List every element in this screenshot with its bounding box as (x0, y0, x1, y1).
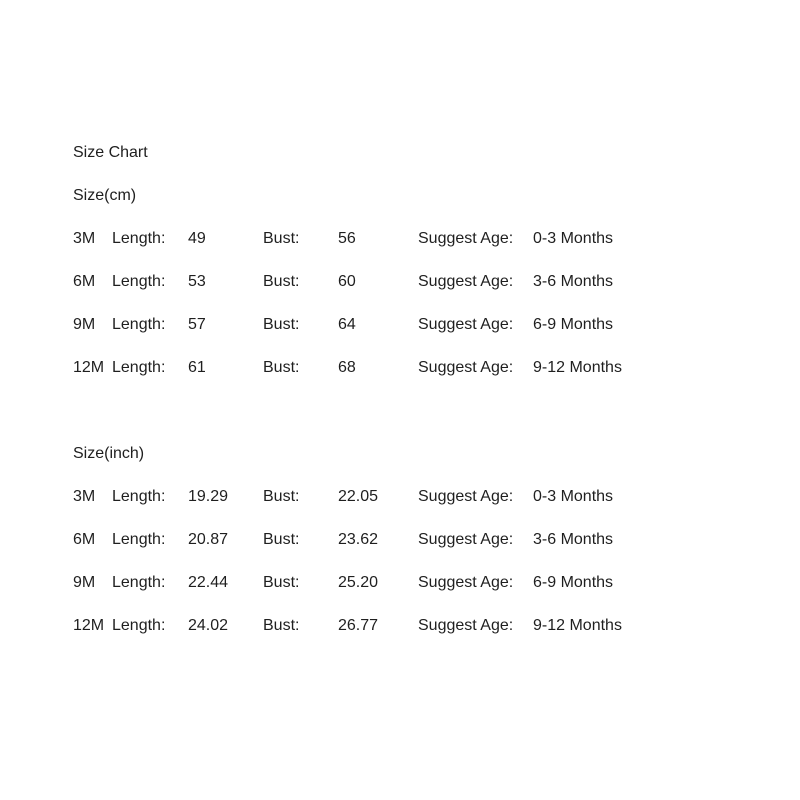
age-value: 9-12 Months (533, 617, 622, 634)
size-cell: 12M (73, 617, 105, 634)
age-value: 3-6 Months (533, 273, 614, 290)
length-label: Length: (112, 574, 166, 591)
length-label: Length: (112, 617, 166, 634)
bust-label: Bust: (263, 230, 300, 247)
length-label: Length: (112, 273, 166, 290)
age-label: Suggest Age: (418, 531, 514, 548)
section-heading-cm: Size(cm) (73, 187, 137, 204)
bust-value: 64 (338, 316, 356, 333)
table-row (73, 518, 780, 561)
size-cell: 9M (73, 574, 96, 591)
bust-label: Bust: (263, 316, 300, 333)
length-value: 22.44 (188, 574, 229, 591)
table-row (73, 604, 780, 647)
page-title: Size Chart (73, 144, 148, 161)
age-value: 3-6 Months (533, 531, 614, 548)
table-row (73, 346, 780, 389)
age-label: Suggest Age: (418, 574, 514, 591)
bust-value: 26.77 (338, 617, 379, 634)
bust-value: 68 (338, 359, 356, 376)
section-gap (73, 389, 780, 432)
bust-value: 60 (338, 273, 356, 290)
bust-label: Bust: (263, 574, 300, 591)
length-label: Length: (112, 316, 166, 333)
age-value: 6-9 Months (533, 574, 614, 591)
size-cell: 6M (73, 531, 96, 548)
length-value: 24.02 (188, 617, 229, 634)
age-label: Suggest Age: (418, 488, 514, 505)
length-label: Length: (112, 531, 166, 548)
length-label: Length: (112, 359, 166, 376)
table-row (73, 475, 780, 518)
age-label: Suggest Age: (418, 273, 514, 290)
length-label: Length: (112, 488, 166, 505)
size-cell: 9M (73, 316, 96, 333)
bust-label: Bust: (263, 531, 300, 548)
length-value: 61 (188, 359, 206, 376)
length-value: 49 (188, 230, 206, 247)
bust-label: Bust: (263, 488, 300, 505)
table-row (73, 303, 780, 346)
table-row (73, 260, 780, 303)
table-row (73, 217, 780, 260)
bust-label: Bust: (263, 359, 300, 376)
age-label: Suggest Age: (418, 316, 514, 333)
age-value: 0-3 Months (533, 230, 614, 247)
length-value: 53 (188, 273, 206, 290)
size-cell: 3M (73, 488, 96, 505)
age-label: Suggest Age: (418, 617, 514, 634)
bust-value: 25.20 (338, 574, 379, 591)
age-value: 0-3 Months (533, 488, 614, 505)
bust-value: 22.05 (338, 488, 379, 505)
length-value: 19.29 (188, 488, 229, 505)
size-cell: 6M (73, 273, 96, 290)
bust-label: Bust: (263, 273, 300, 290)
length-value: 20.87 (188, 531, 229, 548)
bust-value: 23.62 (338, 531, 379, 548)
size-cell: 3M (73, 230, 96, 247)
table-row (73, 561, 780, 604)
age-value: 6-9 Months (533, 316, 614, 333)
age-label: Suggest Age: (418, 359, 514, 376)
bust-label: Bust: (263, 617, 300, 634)
bust-value: 56 (338, 230, 356, 247)
length-label: Length: (112, 230, 166, 247)
age-label: Suggest Age: (418, 230, 514, 247)
size-cell: 12M (73, 359, 105, 376)
length-value: 57 (188, 316, 206, 333)
section-heading-inch: Size(inch) (73, 445, 145, 462)
age-value: 9-12 Months (533, 359, 622, 376)
